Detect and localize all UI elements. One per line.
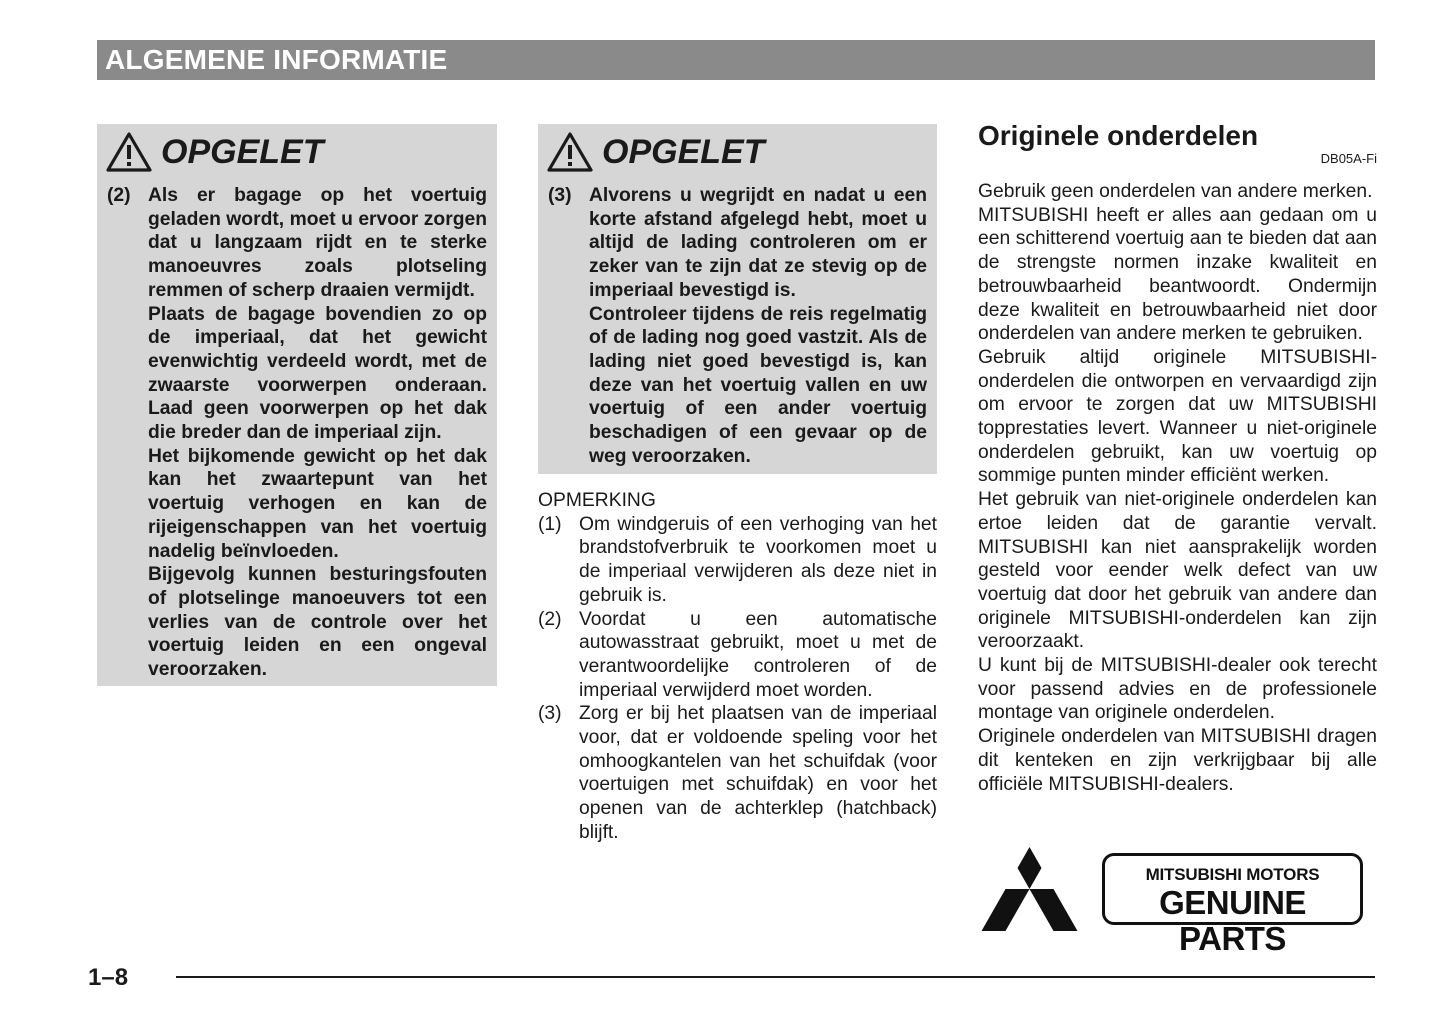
section-body [978, 180, 1377, 796]
note-item [538, 513, 937, 608]
body-paragraph: Originele onderdelen van MITSUBISHI dragen dit kenteken en zijn verkrijgbaar bij alle officiële MITSUBISHI-dealers. [978, 726, 1377, 795]
caution-paragraph: Bijgevolg kunnen besturingsfouten of plotselinge manoeuvers tot een verlies van de controle over het voertuig leiden en een ongeval veroorzaken. [148, 564, 487, 681]
caution-item-number: (3) [548, 185, 572, 206]
caution-paragraph: Alvorens u wegrijdt en nadat u een korte afstand afgelegd hebt, moet u altijd de lading controleren om er zeker van te zijn dat ze stevig op de imperiaal bevestigd is. [589, 185, 927, 301]
section-header-title: ALGEMENE INFORMATIE [105, 44, 448, 75]
caution-box-left [97, 124, 497, 686]
note-item [538, 608, 937, 703]
footer-divider [176, 976, 1375, 978]
badge-brand-text: MITSUBISHI MOTORS [1145, 865, 1320, 884]
genuine-parts-section [978, 118, 1377, 795]
body-paragraph: MITSUBISHI heeft er alles aan gedaan om u een schitterend voertuig aan te bieden dat aan de strengste normen inzake kwaliteit en betrouwbaarheid beantwoordt. Ondermijn deze kwaliteit en betrouwbaarheid niet door onderdelen van andere merken te gebruiken. [978, 204, 1377, 345]
caution-item [107, 184, 487, 682]
caution-list [548, 184, 927, 468]
caution-title: OPGELET [161, 132, 324, 171]
caution-heading [546, 130, 764, 174]
caution-item-text [589, 184, 927, 468]
body-paragraph: U kunt bij de MITSUBISHI-dealer ook terecht voor passend advies en de professionele montage van originele onderdelen. [978, 655, 1377, 724]
three-diamonds-logo-icon [978, 847, 1081, 931]
caution-list [107, 184, 487, 682]
caution-item-number: (2) [107, 185, 131, 206]
caution-item-text [148, 184, 487, 682]
note-item-number: (1) [538, 513, 562, 535]
note-item [538, 702, 937, 844]
caution-paragraph: Het bijkomende gewicht op het dak kan het zwaartepunt van het voertuig verhogen en kan de rijeigenschappen van het voertuig nadelig beïnvloeden. [148, 445, 487, 562]
body-paragraph: Gebruik altijd originele MITSUBISHI-onderdelen die ontworpen en vervaardigd zijn om ervoor te zorgen dat uw MITSUBISHI topprestaties levert. Wanneer u niet-originele onderdelen gebruikt, kan uw voertuig op sommige punten minder efficiënt werken. [978, 346, 1377, 487]
caution-paragraph: Als er bagage op het voertuig geladen wordt, moet u ervoor zorgen dat u langzaam rijdt en te sterke manoeuvres zoals plotseling remmen of scherp draaien vermijdt. [148, 185, 487, 301]
caution-paragraph: Plaats de bagage bovendien zo op de imperiaal, dat het gewicht evenwichtig verdeeld wordt, met de zwaarste voorwerpen onderaan. Laad geen voorwerpen op het dak die breder dan de imperiaal zijn. [148, 303, 487, 444]
badge-parts-text: GENUINE PARTS [1159, 884, 1306, 957]
body-paragraph: Gebruik geen onderdelen van andere merken. [978, 181, 1373, 202]
section-title: Originele onderdelen [978, 120, 1259, 151]
note-item-text: Zorg er bij het plaatsen van de imperiaal voor, dat er voldoende speling voor het omhoogkantelen van het schuifdak (voor voertuigen met schuifdak) en voor het openen van de achterklep (hatchback) blijft. [579, 703, 937, 843]
note-item-number: (3) [538, 703, 562, 725]
note-item-text: Om windgeruis of een verhoging van het brandstofverbruik te voorkomen moet u de imperiaal verwijderen als deze niet in gebruik is. [579, 513, 937, 606]
body-paragraph: Het gebruik van niet-originele onderdelen kan ertoe leiden dat de garantie vervalt. MITSUBISHI kan niet aansprakelijk worden gesteld voor eender welk defect van uw voertuig dat door het gebruik van andere dan originele MITSUBISHI-onderdelen kan zijn veroorzaakt. [978, 489, 1377, 653]
note-item-text: Voordat u een automatische autowasstraat gebruikt, moet u met de verantwoordelijke controleren of de imperiaal verwijderd moet worden. [579, 608, 937, 701]
section-code: DB05A-Fi [1320, 151, 1377, 166]
caution-heading [105, 130, 323, 174]
caution-paragraph: Controleer tijdens de reis regelmatig of de lading nog goed vastzit. Als de lading niet goed bevestigd is, kan deze van het voertuig vallen en uw voertuig of een ander voertuig beschadigen of een gevaar op de weg veroorzaken. [589, 303, 927, 467]
warning-triangle-icon [105, 131, 153, 173]
caution-box-middle [538, 124, 937, 474]
note-title: OPMERKING [538, 490, 656, 511]
genuine-parts-badge [1102, 853, 1363, 957]
caution-title: OPGELET [602, 132, 765, 171]
note-block [538, 489, 937, 845]
caution-item [548, 184, 927, 468]
page-number: 1–8 [88, 964, 129, 991]
section-header-bar [97, 40, 1375, 80]
note-item-number: (2) [538, 608, 562, 630]
warning-triangle-icon [546, 131, 594, 173]
